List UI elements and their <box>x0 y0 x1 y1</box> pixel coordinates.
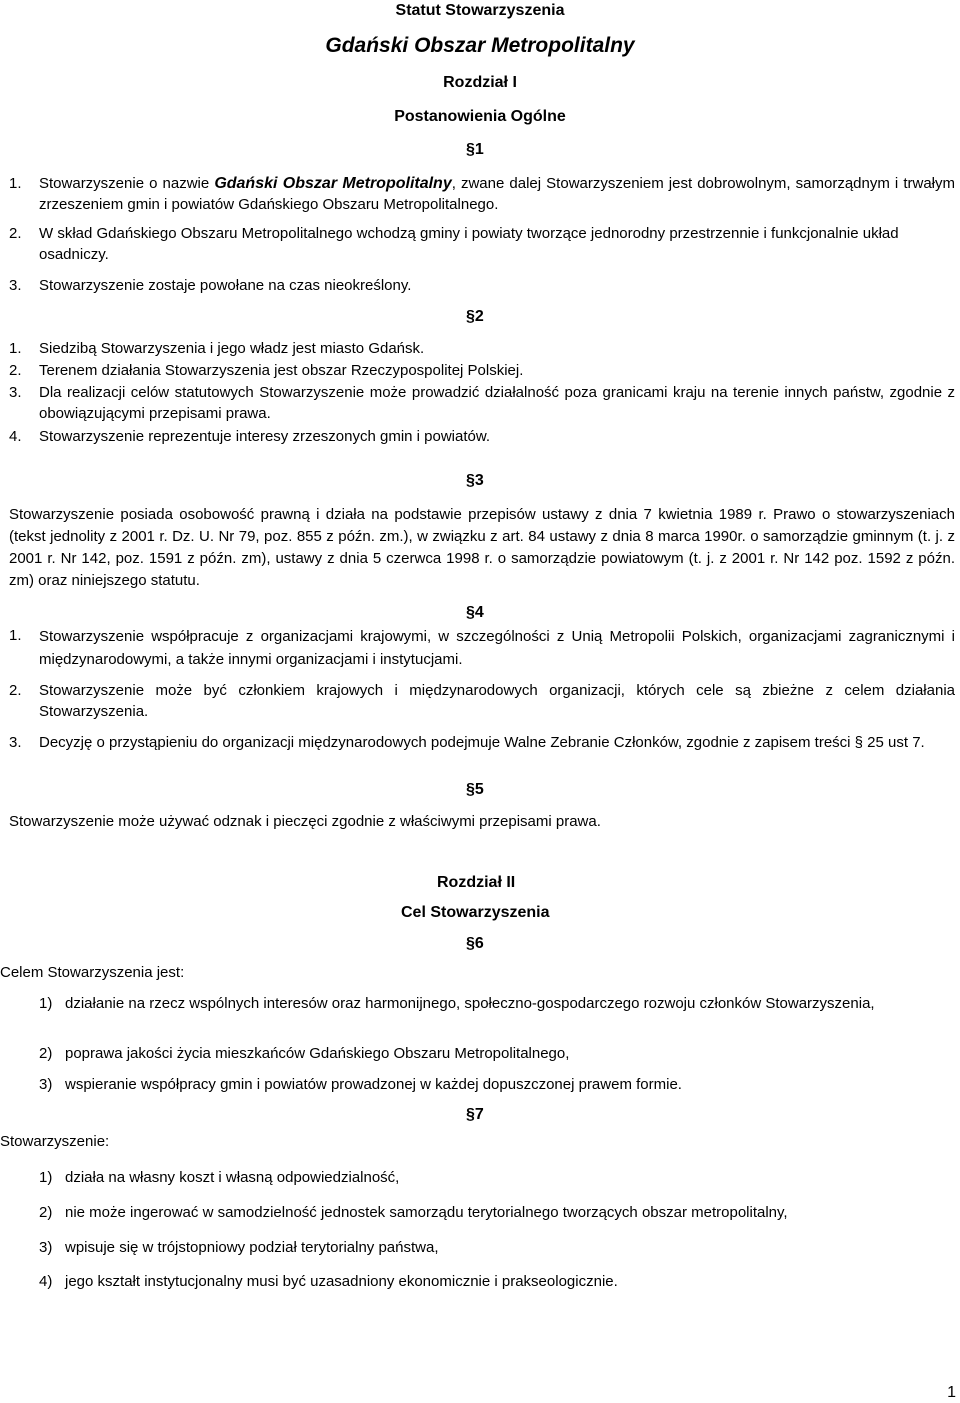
association-name: Gdański Obszar Metropolitalny <box>325 34 635 57</box>
page-number: 1 <box>947 1384 956 1401</box>
s2-item-2-number: 2. <box>9 362 22 379</box>
s1-item-3-text: Stowarzyszenie zostaje powołane na czas nieokreślony. <box>39 277 412 294</box>
s1-item-2-number: 2. <box>9 225 22 242</box>
s4-item-2-number: 2. <box>9 682 22 699</box>
s1-item-1-pre: Stowarzyszenie o nazwie <box>39 175 215 192</box>
s1-item-2-text: W skład Gdańskiego Obszaru Metropolitalnego wchodzą gminy i powiaty tworzące jednorodny przestrzennie i funkcjonalnie układ osadniczy. <box>39 225 899 263</box>
s3-text: Stowarzyszenie posiada osobowość prawną i działa na podstawie przepisów ustawy z dnia 7 kwietnia 1989 r. Prawo o stowarzyszeniach (tekst jednolity z 2001 r. Dz. U. Nr 79, poz. 855 z późn. zm.), w związku z art. 84 ustawy z dnia 8 marca 1990r. o samorządzie gminnym (t. j. z 2001 r. Nr 142, poz. 1591 z późn. zm), ustawy z dnia 5 czerwca 1998 r. o samorządzie powiatowym (t. j. z 2001 r. Nr 142 poz. 1592 z późn. zm) oraz niniejszego statutu. <box>9 506 955 589</box>
s1-item-1-text <box>39 173 955 215</box>
s1-item-1-name: Gdański Obszar Metropolitalny <box>214 175 452 192</box>
s2-item-2-text: Terenem działania Stowarzyszenia jest obszar Rzeczypospolitej Polskiej. <box>39 362 524 379</box>
s2-item-3-number: 3. <box>9 384 22 401</box>
s7-item-3-number: 3) <box>39 1239 53 1256</box>
s6-item-2-text: poprawa jakości życia mieszkańców Gdańskiego Obszaru Metropolitalnego, <box>65 1045 570 1062</box>
section-mark-6: §6 <box>466 935 484 952</box>
s7-intro: Stowarzyszenie: <box>0 1133 110 1150</box>
s4-item-3-text: Decyzję o przystąpieniu do organizacji międzynarodowych podejmuje Walne Zebranie Członków, zgodnie z zapisem treści § 25 ust 7. <box>39 734 925 751</box>
section-mark-3: §3 <box>466 472 484 489</box>
s4-item-1-number: 1. <box>9 627 22 644</box>
s7-item-4-text: jego kształt instytucjonalny musi być uzasadniony ekonomicznie i prakseologicznie. <box>65 1273 618 1290</box>
s7-item-4-number: 4) <box>39 1273 53 1290</box>
s4-item-2-text: Stowarzyszenie może być członkiem krajowych i międzynarodowych organizacji, których cele są zbieżne z celem działania Stowarzyszenia. <box>39 682 955 720</box>
chapter1-heading: Rozdział I <box>443 74 517 91</box>
s7-item-2-number: 2) <box>39 1204 53 1221</box>
s2-item-4-number: 4. <box>9 428 22 445</box>
s7-item-1-text: działa na własny koszt i własną odpowiedzialność, <box>65 1169 400 1186</box>
s4-item-1-text: Stowarzyszenie współpracuje z organizacjami krajowymi, w szczególności z Unią Metropolii Polskich, organizacjami zagranicznymi i międzynarodowymi, a także innymi organizacjami i instytucjami. <box>39 628 955 668</box>
s4-item-3-number: 3. <box>9 734 22 751</box>
s6-intro: Celem Stowarzyszenia jest: <box>0 964 185 981</box>
s7-item-3-text: wpisuje się w trójstopniowy podział terytorialny państwa, <box>65 1239 439 1256</box>
s7-item-2-text: nie może ingerować w samodzielność jednostek samorządu terytorialnego tworzących obszar metropolitalny, <box>65 1204 788 1221</box>
section-mark-1: §1 <box>466 141 484 158</box>
s2-item-4-text: Stowarzyszenie reprezentuje interesy zrzeszonych gmin i powiatów. <box>39 428 491 445</box>
section-mark-2: §2 <box>466 308 484 325</box>
section-mark-7: §7 <box>466 1106 484 1123</box>
section-mark-5: §5 <box>466 781 484 798</box>
s6-item-1-text: działanie na rzecz wspólnych interesów oraz harmonijnego, społeczno-gospodarczego rozwoju członków Stowarzyszenia, <box>65 995 875 1012</box>
s2-item-1-number: 1. <box>9 340 22 357</box>
s6-item-1-number: 1) <box>39 995 53 1012</box>
chapter2-heading: Rozdział II <box>437 874 516 891</box>
s2-item-3-text: Dla realizacji celów statutowych Stowarzyszenie może prowadzić działalność poza granicami kraju na terenie innych państw, zgodnie z obowiązującymi przepisami prawa. <box>39 384 955 422</box>
s1-item-1-post: , zwane dalej Stowarzyszeniem jest dobrowolnym, samorządnym i trwałym zrzeszeniem gmin i powiatów Gdańskiego Obszaru Metropolitalnego. <box>39 175 955 213</box>
s6-item-3-number: 3) <box>39 1076 53 1093</box>
statute-title: Statut Stowarzyszenia <box>395 2 565 19</box>
s1-item-1-number: 1. <box>9 175 22 192</box>
s6-item-3-text: wspieranie współpracy gmin i powiatów prowadzonej w każdej dopuszczonej prawem formie. <box>65 1076 682 1093</box>
s2-item-1-text: Siedzibą Stowarzyszenia i jego władz jest miasto Gdańsk. <box>39 340 425 357</box>
s5-text: Stowarzyszenie może używać odznak i pieczęci zgodnie z właściwymi przepisami prawa. <box>9 813 601 830</box>
chapter1-title: Postanowienia Ogólne <box>394 108 566 125</box>
s1-item-3-number: 3. <box>9 277 22 294</box>
s7-item-1-number: 1) <box>39 1169 53 1186</box>
section-mark-4: §4 <box>466 604 484 621</box>
chapter2-title: Cel Stowarzyszenia <box>401 904 550 921</box>
s6-item-2-number: 2) <box>39 1045 53 1062</box>
